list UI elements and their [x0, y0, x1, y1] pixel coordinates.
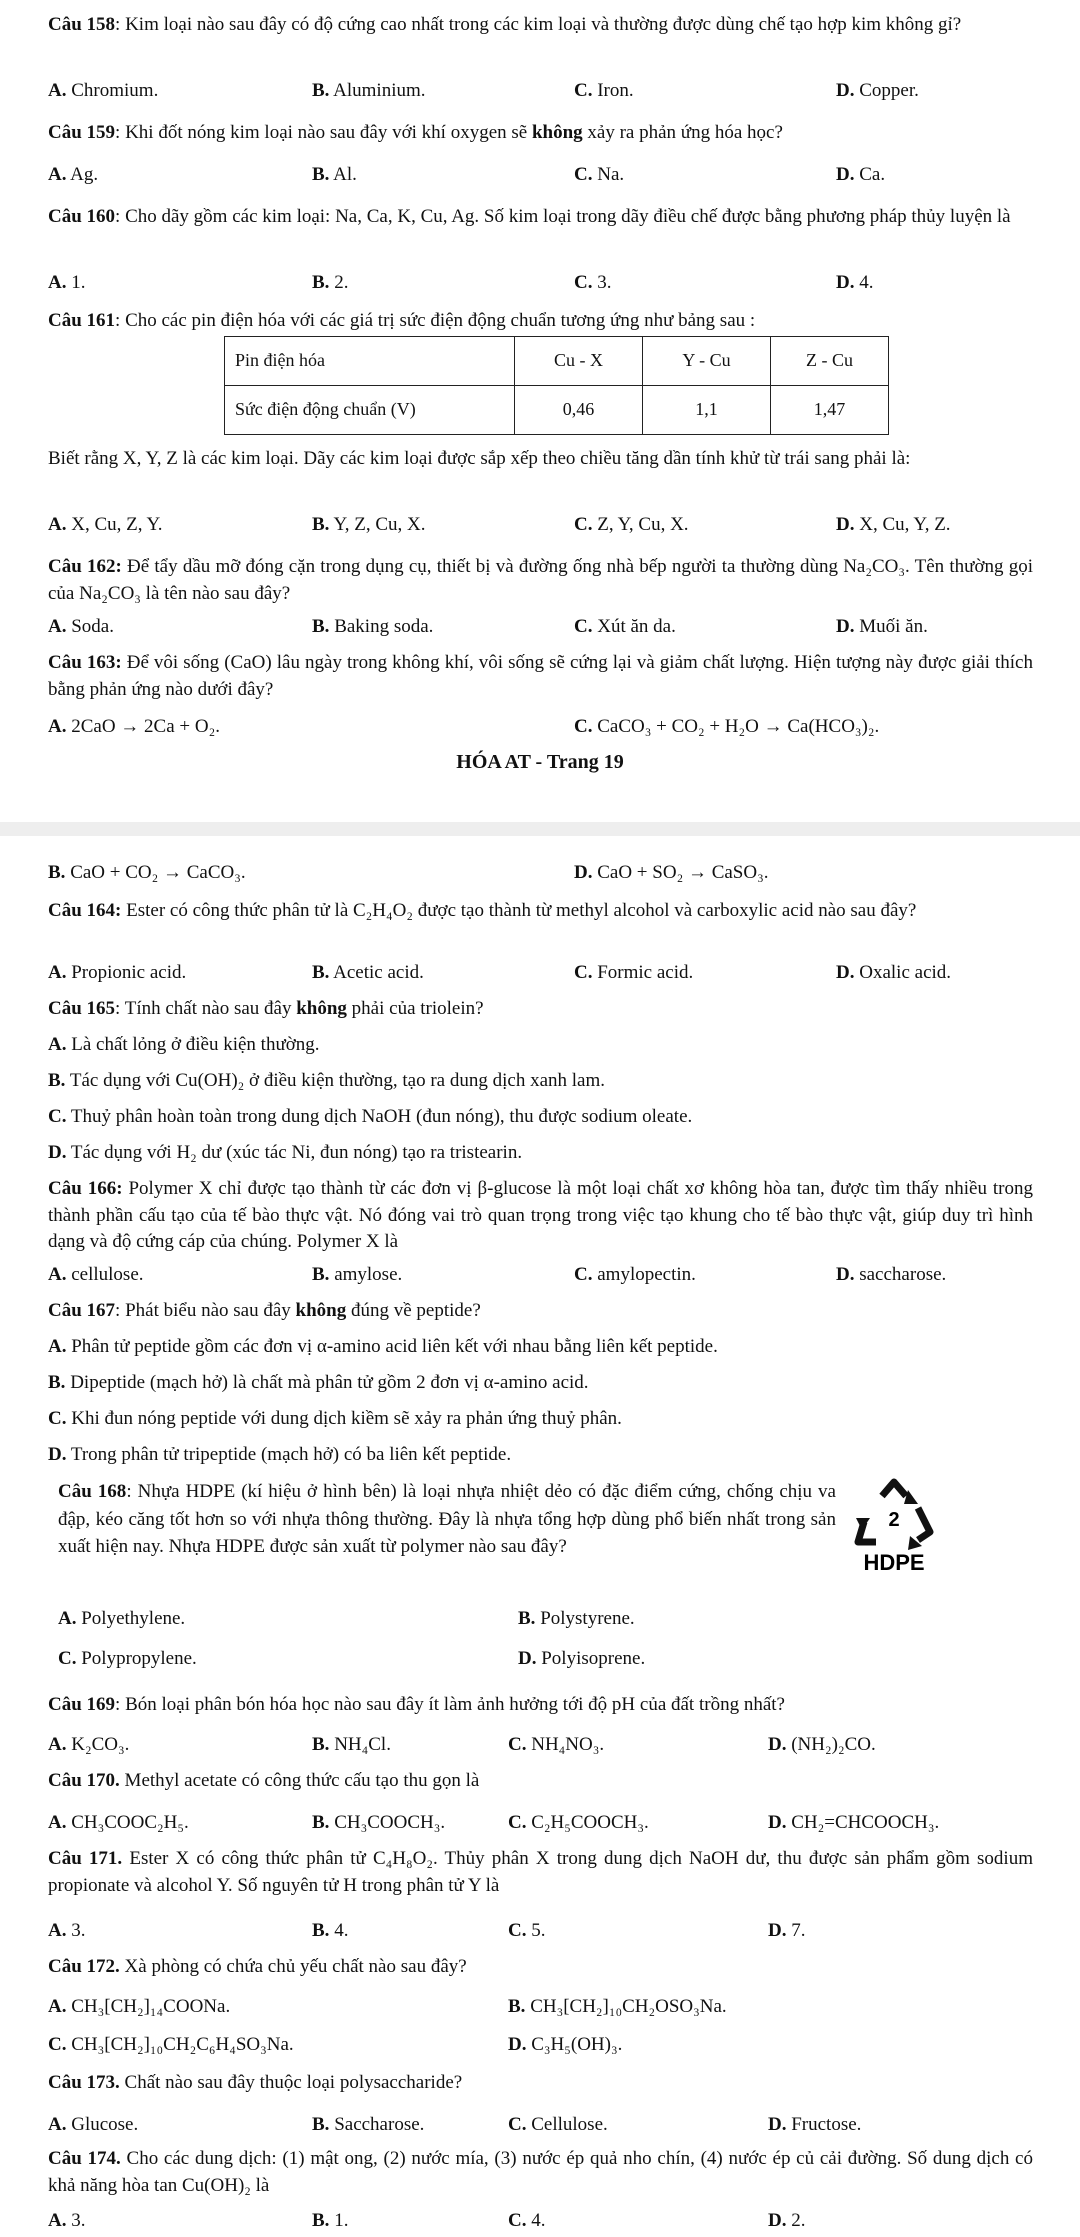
option-c[interactable]: C. 3.	[574, 272, 612, 293]
option-a[interactable]: A. K₂CO₃.	[48, 1734, 130, 1755]
option-d[interactable]: D. Muối ăn.	[836, 616, 928, 637]
option-a[interactable]: A. Chromium.	[48, 80, 159, 101]
options-166	[48, 1262, 1033, 1290]
emf-table	[224, 336, 889, 435]
table-cell: Pin điện hóa	[225, 337, 515, 386]
option-c[interactable]: C. Na.	[574, 164, 625, 185]
table-row	[225, 337, 889, 386]
option-b[interactable]: B. Aluminium.	[312, 80, 426, 101]
question-174: Câu 174. Cho các dung dịch: (1) mật ong, (2) nước mía, (3) nước ép quả nho chín, (4) nước ép củ cải đường. Số dung dịch có khả năng hòa tan Cu(OH)₂ là	[48, 2148, 1033, 2196]
option-a[interactable]: A. 1.	[48, 272, 86, 293]
option-b[interactable]: B. Baking soda.	[312, 616, 434, 637]
table-cell: 1,47	[771, 386, 889, 435]
option-b[interactable]: B. 2.	[312, 272, 349, 293]
options-173	[48, 2112, 1033, 2140]
question-167: Câu 167: Phát biểu nào sau đây không đúng về peptide?	[48, 1300, 481, 1321]
option-c[interactable]: C. Iron.	[574, 80, 634, 101]
options-163-part2	[48, 860, 1033, 888]
option-a[interactable]: A. Polyethylene.	[58, 1608, 186, 1629]
option-a[interactable]: A. Ag.	[48, 164, 99, 185]
option-a[interactable]: A. Soda.	[48, 616, 114, 637]
option-d[interactable]: D. (NH₂)₂CO.	[768, 1734, 876, 1755]
question-160: Câu 160: Cho dãy gồm các kim loại: Na, Ca, K, Cu, Ag. Số kim loại trong dãy điều chế được bằng phương pháp thủy luyện là	[48, 206, 1011, 227]
table-cell: Sức điện động chuẩn (V)	[225, 386, 515, 435]
option-c[interactable]: C. Z, Y, Cu, X.	[574, 514, 689, 535]
option-a[interactable]: A. CH₃COOC₂H₅.	[48, 1812, 189, 1833]
option-b[interactable]: B. Dipeptide (mạch hở) là chất mà phân tử gồm 2 đơn vị α-amino acid.	[48, 1372, 589, 1393]
option-d[interactable]: D. Tác dụng với H₂ dư (xúc tác Ni, đun nóng) tạo ra tristearin.	[48, 1142, 523, 1163]
question-158	[48, 12, 1033, 39]
option-c[interactable]: C. Thuỷ phân hoàn toàn trong dung dịch NaOH (đun nóng), thu được sodium oleate.	[48, 1106, 693, 1127]
option-b[interactable]: B. CaO + CO₂ → CaCO₃.	[48, 862, 246, 883]
page-footer: HÓA AT - Trang 19	[456, 751, 624, 773]
page-20	[0, 836, 1080, 2237]
option-c[interactable]: C. 4.	[508, 2210, 546, 2231]
option-a[interactable]: A. Propionic acid.	[48, 962, 187, 983]
option-d[interactable]: D. Ca.	[836, 164, 886, 185]
option-c[interactable]: C. Khi đun nóng peptide với dung dịch kiềm sẽ xảy ra phản ứng thuỷ phân.	[48, 1408, 622, 1429]
option-d[interactable]: D. CH₂=CHCOOCH₃.	[768, 1812, 940, 1833]
option-a[interactable]: A. Là chất lỏng ở điều kiện thường.	[48, 1034, 320, 1055]
question-171: Câu 171. Ester X có công thức phân tử C₄H₈O₂. Thủy phân X trong dung dịch NaOH dư, thu được sản phẩm gồm sodium propionate và alcohol Y. Số nguyên tử H trong phân tử Y là	[48, 1848, 1033, 1896]
options-161	[48, 512, 1033, 540]
question-166: Câu 166: Polymer X chỉ được tạo thành từ các đơn vị β-glucose là một loại chất xơ không hòa tan, được tìm thấy nhiều trong thành phần cấu tạo của tế bào thực vật. Nó đóng vai trò quan trọng trong việc tạo khung cho tế bào thực vật, giúp duy trì hình dạng và độ cứng cáp của chúng. Polymer X là	[48, 1178, 1033, 1253]
option-b[interactable]: B. Al.	[312, 164, 357, 185]
options-171	[48, 1918, 1033, 1946]
option-d[interactable]: D. 2.	[768, 2210, 806, 2231]
options-170	[48, 1810, 1033, 1838]
option-c[interactable]: C. C₂H₅COOCH₃.	[508, 1812, 649, 1833]
question-173: Câu 173. Chất nào sau đây thuộc loại polysaccharide?	[48, 2072, 463, 2093]
logo-label: HDPE	[863, 1550, 925, 1574]
options-174	[48, 2208, 1033, 2236]
question-text: : Kim loại nào sau đây có độ cứng cao nhất trong các kim loại và thường được dùng chế tạo hợp kim không gỉ?	[115, 14, 962, 35]
option-d[interactable]: D. Fructose.	[768, 2114, 862, 2135]
option-c[interactable]: C. NH₄NO₃.	[508, 1734, 605, 1755]
option-a[interactable]: A. 3.	[48, 1920, 86, 1941]
option-a[interactable]: A. 2CaO → 2Ca + O₂.	[48, 716, 220, 737]
options-168	[58, 1606, 1043, 1634]
option-c[interactable]: C. 5.	[508, 1920, 546, 1941]
option-b[interactable]: B. 4.	[312, 1920, 349, 1941]
option-a[interactable]: A. Glucose.	[48, 2114, 139, 2135]
question-number: Câu 158	[48, 14, 116, 35]
question-162: Câu 162: Để tẩy dầu mỡ đóng cặn trong dụng cụ, thiết bị và đường ống nhà bếp người ta thường dùng Na₂CO₃. Tên thường gọi của Na₂CO₃ là tên nào sau đây?	[48, 556, 1033, 604]
option-b[interactable]: B. amylose.	[312, 1264, 403, 1285]
question-161-continued: Biết rằng X, Y, Z là các kim loại. Dãy các kim loại được sắp xếp theo chiều tăng dần tính khử từ trái sang phải là:	[48, 448, 911, 469]
option-d[interactable]: D. C₃H₅(OH)₃.	[508, 2034, 623, 2055]
options-162	[48, 614, 1033, 642]
option-a[interactable]: A. Phân tử peptide gồm các đơn vị α-amino acid liên kết với nhau bằng liên kết peptide.	[48, 1336, 718, 1357]
options-158	[48, 78, 1033, 106]
options-169	[48, 1732, 1033, 1760]
table-cell: 0,46	[515, 386, 643, 435]
option-d[interactable]: D. Copper.	[836, 80, 919, 101]
page-19	[0, 0, 1080, 822]
option-d[interactable]: D. Trong phân tử tripeptide (mạch hở) có ba liên kết peptide.	[48, 1444, 512, 1465]
option-c[interactable]: C. Polypropylene.	[58, 1648, 197, 1669]
hdpe-recycling-icon	[848, 1474, 940, 1574]
question-159: Câu 159: Khi đốt nóng kim loại nào sau đây với khí oxygen sẽ không xảy ra phản ứng hóa học?	[48, 122, 783, 143]
table-row	[225, 386, 889, 435]
option-a[interactable]: A. cellulose.	[48, 1264, 144, 1285]
option-b[interactable]: B. CH₃COOCH₃.	[312, 1812, 446, 1833]
option-c[interactable]: C. Cellulose.	[508, 2114, 608, 2135]
option-d[interactable]: D. saccharose.	[836, 1264, 947, 1285]
options-168-row2	[58, 1646, 1043, 1674]
option-d[interactable]: D. 4.	[836, 272, 874, 293]
options-159	[48, 162, 1033, 190]
question-168: Câu 168: Nhựa HDPE (kí hiệu ở hình bên) là loại nhựa nhiệt dẻo có đặc điểm cứng, chống chịu va đập, kéo căng tốt hơn so với nhựa thông thường. Đây là nhựa tổng hợp dùng phổ biến nhất trong sản xuất hiện nay. Nhựa HDPE được sản xuất từ polymer nào sau đây?	[58, 1481, 836, 1558]
option-c[interactable]: C. CH₃[CH₂]₁₀CH₂C₆H₄SO₃Na.	[48, 2034, 294, 2055]
option-d[interactable]: D. 7.	[768, 1920, 806, 1941]
question-172: Câu 172. Xà phòng có chứa chủ yếu chất nào sau đây?	[48, 1956, 467, 1977]
option-d[interactable]: D. X, Cu, Y, Z.	[836, 514, 951, 535]
question-170: Câu 170. Methyl acetate có công thức cấu tạo thu gọn là	[48, 1770, 480, 1791]
option-b[interactable]: B. Polystyrene.	[518, 1608, 635, 1629]
option-c[interactable]: C. Xút ăn da.	[574, 616, 676, 637]
question-165: Câu 165: Tính chất nào sau đây không phải của triolein?	[48, 998, 484, 1019]
options-172-row1	[48, 1994, 1033, 2022]
option-a[interactable]: A. 3.	[48, 2210, 86, 2231]
option-b[interactable]: B. Saccharose.	[312, 2114, 425, 2135]
question-169: Câu 169: Bón loại phân bón hóa học nào sau đây ít làm ảnh hưởng tới độ pH của đất trồng nhất?	[48, 1694, 785, 1715]
option-d[interactable]: D. CaO + SO₂ → CaSO₃.	[574, 862, 769, 883]
table-cell: Y - Cu	[643, 337, 771, 386]
option-d[interactable]: D. Oxalic acid.	[836, 962, 952, 983]
option-a[interactable]: A. X, Cu, Z, Y.	[48, 514, 163, 535]
option-d[interactable]: D. Polyisoprene.	[518, 1648, 646, 1669]
options-160	[48, 270, 1033, 298]
option-b[interactable]: B. NH₄Cl.	[312, 1734, 391, 1755]
logo-number: 2	[888, 1509, 900, 1531]
option-b[interactable]: B. Tác dụng với Cu(OH)₂ ở điều kiện thường, tạo ra dung dịch xanh lam.	[48, 1070, 605, 1091]
option-b[interactable]: B. Acetic acid.	[312, 962, 424, 983]
option-a[interactable]: A. CH₃[CH₂]₁₄COONa.	[48, 1996, 231, 2017]
question-161: Câu 161: Cho các pin điện hóa với các giá trị sức điện động chuẩn tương ứng như bảng sau :	[48, 310, 756, 331]
option-b[interactable]: B. CH₃[CH₂]₁₀CH₂OSO₃Na.	[508, 1996, 727, 2017]
option-c[interactable]: C. amylopectin.	[574, 1264, 696, 1285]
options-172-row2	[48, 2032, 1033, 2060]
options-164	[48, 960, 1033, 988]
page-separator	[0, 822, 1080, 836]
option-b[interactable]: B. 1.	[312, 2210, 349, 2231]
table-cell: Cu - X	[515, 337, 643, 386]
options-163-part1	[48, 714, 1033, 742]
table-cell: 1,1	[643, 386, 771, 435]
question-163: Câu 163: Để vôi sống (CaO) lâu ngày trong không khí, vôi sống sẽ cứng lại và giảm chất lượng. Hiện tượng này được giải thích bằng phản ứng nào dưới đây?	[48, 652, 1033, 700]
question-164: Câu 164: Ester có công thức phân tử là C₂H₄O₂ được tạo thành từ methyl alcohol và carboxylic acid nào sau đây?	[48, 900, 917, 921]
option-b[interactable]: B. Y, Z, Cu, X.	[312, 514, 426, 535]
table-cell: Z - Cu	[771, 337, 889, 386]
option-c[interactable]: C. CaCO₃ + CO₂ + H₂O → Ca(HCO₃)₂.	[574, 716, 880, 737]
option-c[interactable]: C. Formic acid.	[574, 962, 694, 983]
